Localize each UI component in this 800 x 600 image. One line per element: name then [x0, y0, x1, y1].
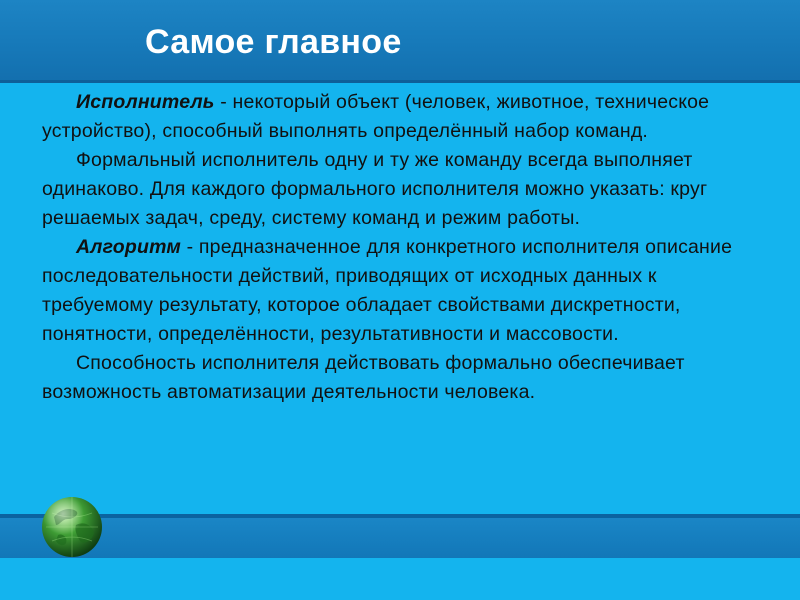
slide-body [42, 88, 772, 407]
automation-text: Способность исполнителя действовать формально обеспечивает возможность автоматизации деятельности человека. [42, 352, 685, 403]
term-executor: Исполнитель [76, 91, 215, 113]
footer-bar [0, 518, 800, 558]
header-divider [0, 80, 800, 83]
paragraph-executor [42, 88, 772, 146]
definition-algorithm: - предназначенное для конкретного исполнителя описание последовательности действий, приводящих от исходных данных к требуемому результату, которое обладает свойствами дискретности, понятности, определённости, результативности и массовости. [42, 236, 733, 345]
paragraph-algorithm [42, 233, 772, 349]
globe-icon [40, 495, 104, 559]
paragraph-automation [42, 349, 772, 407]
formal-executor-text: Формальный исполнитель одну и ту же команду всегда выполняет одинаково. Для каждого формального исполнителя можно указать: круг решаемых задач, среду, систему команд и режим работы. [42, 149, 708, 229]
paragraph-formal-executor [42, 146, 772, 233]
term-algorithm: Алгоритм [76, 236, 181, 258]
slide-title: Самое главное [145, 23, 402, 61]
footer-strip [0, 558, 800, 600]
definition-executor: - некоторый объект (человек, животное, техническое устройство), способный выполнять определённый набор команд. [42, 91, 710, 142]
